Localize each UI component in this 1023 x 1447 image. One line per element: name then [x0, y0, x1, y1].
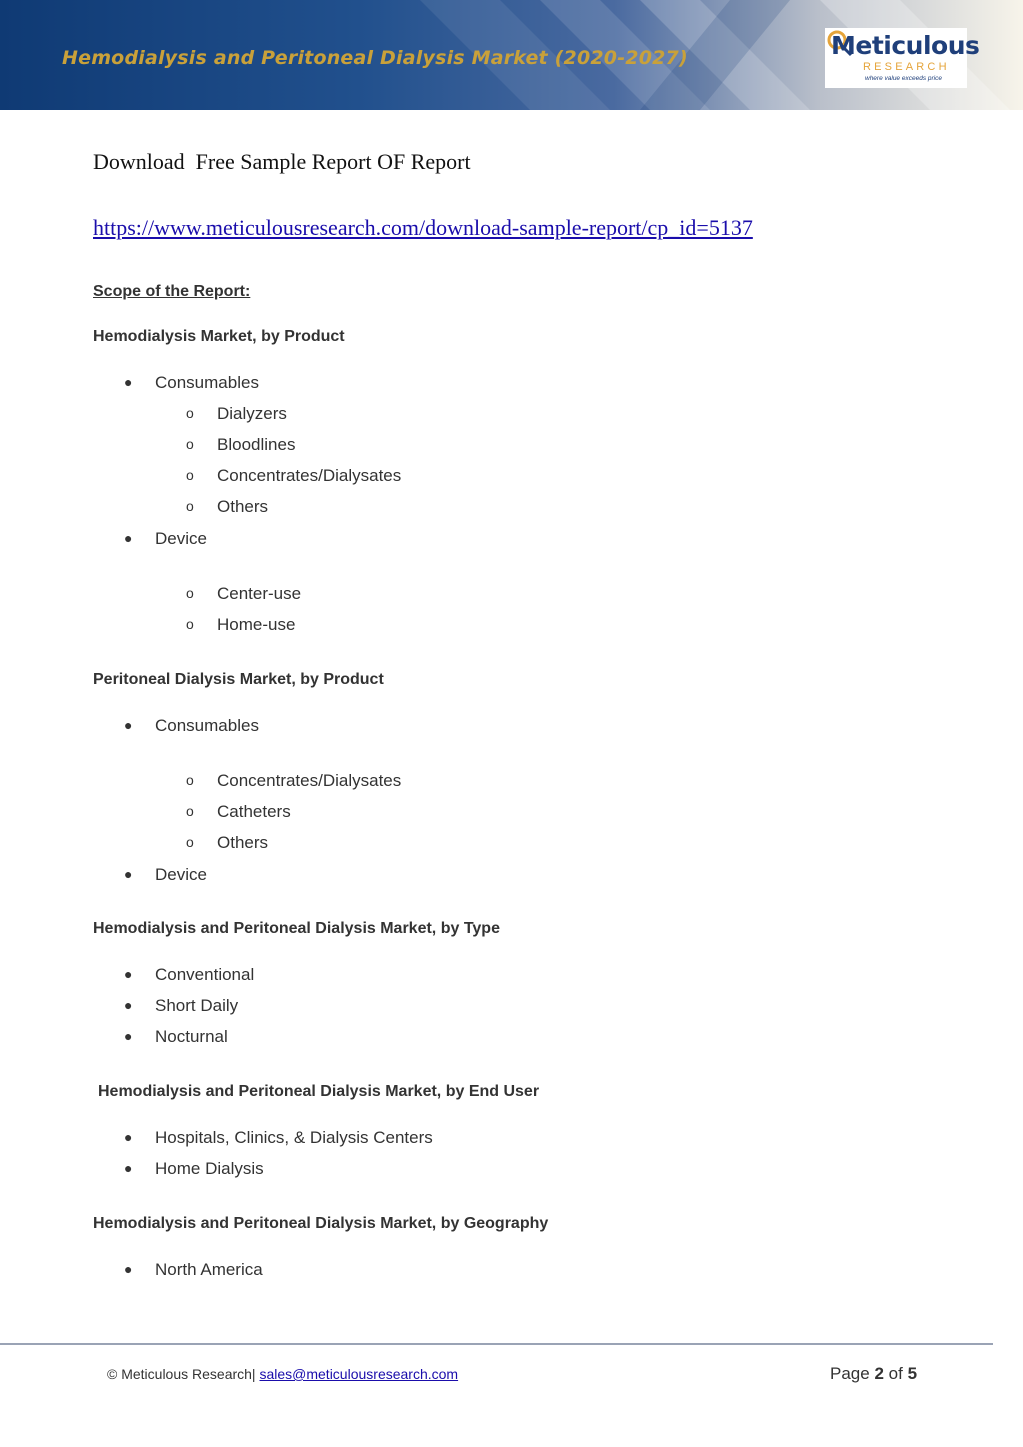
list-item: Home Dialysis	[155, 1159, 264, 1178]
list-subitem: Others	[217, 497, 269, 516]
list-item: Conventional	[155, 965, 255, 984]
section-heading-geography: Hemodialysis and Peritoneal Dialysis Market, by Geography	[93, 1215, 549, 1232]
sales-email-link[interactable]: sales@meticulousresearch.com	[259, 1366, 459, 1382]
section-heading-end-user: Hemodialysis and Peritoneal Dialysis Market, by End User	[98, 1083, 540, 1100]
logo-subtitle: RESEARCH	[863, 61, 950, 73]
list-item: Hospitals, Clinics, & Dialysis Centers	[155, 1128, 433, 1147]
page-current: 2	[874, 1364, 884, 1383]
list-subitem: Bloodlines	[217, 435, 296, 454]
list-subitem: Others	[217, 833, 269, 852]
list-item: Nocturnal	[155, 1027, 228, 1046]
circle-bullet-icon: o	[186, 616, 194, 632]
bullet-icon: ●	[124, 1160, 133, 1176]
page-number	[830, 1364, 917, 1384]
section-heading-pd-product: Peritoneal Dialysis Market, by Product	[93, 671, 384, 688]
logo-wordmark: Meticulous	[831, 31, 980, 60]
circle-bullet-icon: o	[186, 467, 194, 483]
circle-bullet-icon: o	[186, 405, 194, 421]
bullet-icon: ●	[124, 717, 133, 733]
list-subitem: Center-use	[217, 584, 302, 603]
bullet-icon: ●	[124, 374, 133, 390]
list-item: North America	[155, 1260, 263, 1279]
list-subitem: Concentrates/Dialysates	[217, 466, 402, 485]
circle-bullet-icon: o	[186, 803, 194, 819]
report-title: Hemodialysis and Peritoneal Dialysis Market (2020-2027)	[62, 47, 688, 69]
list-subitem: Concentrates/Dialysates	[217, 771, 402, 790]
circle-bullet-icon: o	[186, 585, 194, 601]
section-heading-hemo-product: Hemodialysis Market, by Product	[93, 328, 345, 345]
page-word: Page	[830, 1364, 870, 1383]
footer-copyright	[107, 1366, 458, 1382]
sample-report-link[interactable]: https://www.meticulousresearch.com/download-sample-report/cp_id=5137	[93, 215, 753, 240]
list-item: Short Daily	[155, 996, 239, 1015]
list-subitem: Catheters	[217, 802, 291, 821]
page-total: 5	[907, 1364, 918, 1383]
page-of: of	[888, 1364, 903, 1383]
list-item: Consumables	[155, 373, 259, 392]
list-subitem: Dialyzers	[217, 404, 287, 423]
company-logo[interactable]	[825, 28, 980, 88]
copyright-text: © Meticulous Research|	[107, 1366, 256, 1382]
list-item: Device	[155, 529, 207, 548]
bullet-icon: ●	[124, 997, 133, 1013]
list-subitem: Home-use	[217, 615, 296, 634]
header-banner	[0, 0, 1023, 110]
bullet-icon: ●	[124, 866, 133, 882]
scope-title: Scope of the Report:	[93, 283, 251, 300]
circle-bullet-icon: o	[186, 772, 194, 788]
section-heading-type: Hemodialysis and Peritoneal Dialysis Market, by Type	[93, 920, 500, 937]
circle-bullet-icon: o	[186, 498, 194, 514]
circle-bullet-icon: o	[186, 834, 194, 850]
footer-divider	[0, 1343, 993, 1345]
bullet-icon: ●	[124, 1129, 133, 1145]
list-item: Consumables	[155, 716, 259, 735]
circle-bullet-icon: o	[186, 436, 194, 452]
bullet-icon: ●	[124, 530, 133, 546]
download-heading: Download Free Sample Report OF Report	[93, 149, 471, 174]
logo-tagline: where value exceeds price	[865, 75, 942, 82]
bullet-icon: ●	[124, 1261, 133, 1277]
list-item: Device	[155, 865, 207, 884]
bullet-icon: ●	[124, 966, 133, 982]
bullet-icon: ●	[124, 1028, 133, 1044]
